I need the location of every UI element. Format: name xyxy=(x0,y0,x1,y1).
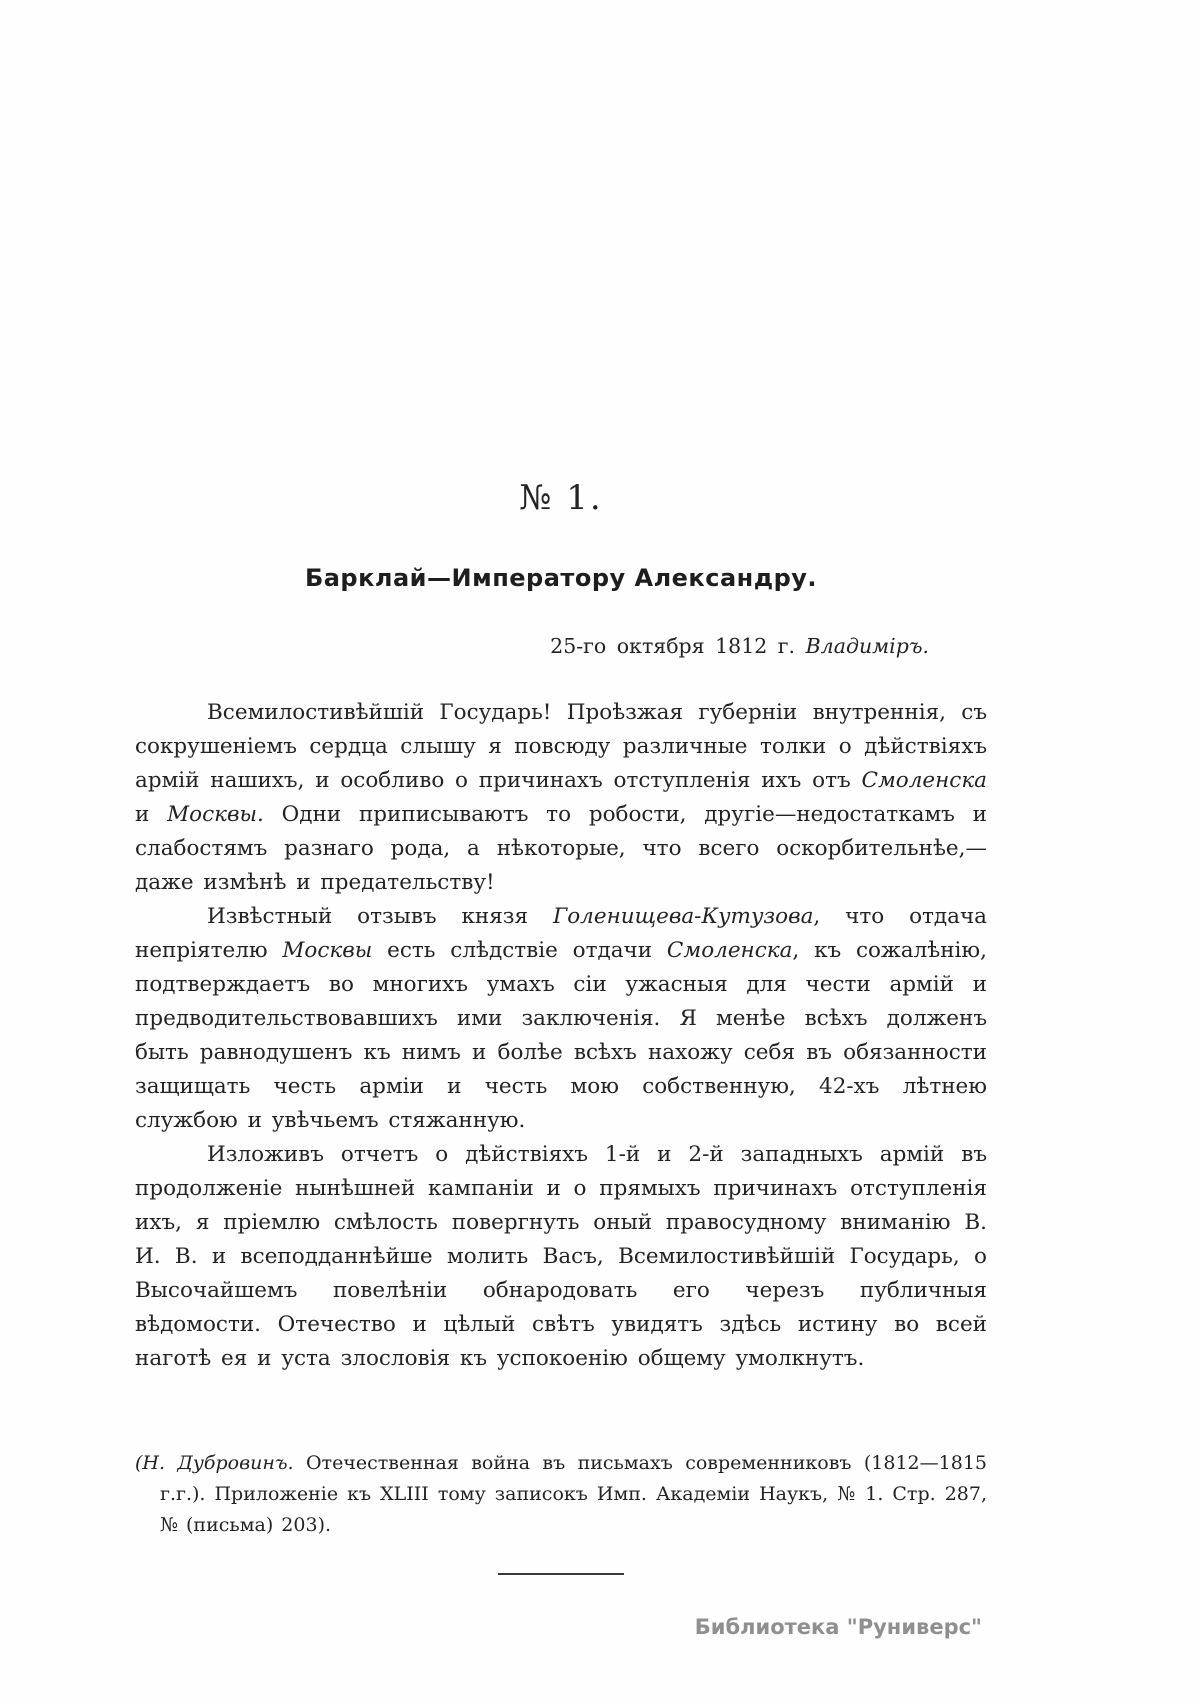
source-citation xyxy=(135,1448,987,1541)
paragraph-text: Изложивъ отчетъ о дѣйствіяхъ 1-й и 2-й западныхъ армій въ продолженіе нынѣшней кампаніи и о прямыхъ причинахъ отступленія ихъ, я пріемлю смѣлость повергнуть оный правосудному вниманію В. И. В. и всеподданнѣйше молить Васъ, Всемилостивѣйшій Государь, о Высочайшемъ повелѣніи обнародовать его черезъ публичныя вѣдомости. Отечество и цѣлый свѣтъ увидятъ здѣсь истину во всей наготѣ ея и уста злословія къ успокоенію общему умолкнутъ. xyxy=(135,1142,987,1371)
paragraph-text: , что отдача непріятелю xyxy=(135,904,988,963)
divider-rule xyxy=(498,1573,624,1575)
paragraph-text: есть слѣдствіе отдачи xyxy=(372,938,667,963)
place-name-moscow: Москвы xyxy=(282,938,373,963)
person-name-kutuzov: Голенищева-Кутузова xyxy=(553,904,814,929)
place-name-smolensk: Смоленска xyxy=(666,938,793,963)
dateline-place: Владиміръ. xyxy=(805,634,929,658)
place-name-smolensk: Смоленска xyxy=(861,768,987,793)
citation-author: (Н. Дубровинъ. xyxy=(135,1452,294,1474)
paragraph-2 xyxy=(135,900,987,1138)
paragraph-3 xyxy=(135,1138,987,1376)
paragraph-text: Извѣстный отзывъ князя xyxy=(207,904,553,929)
place-name-moscow: Москвы. xyxy=(167,802,264,827)
citation-text: Отечественная война въ письмахъ современниковъ (1812—1815 г.г.). Приложеніе къ XLIII тому записокъ Имп. Академіи Наукъ, № 1. Стр. 287, № (письма) 203). xyxy=(160,1452,987,1536)
paragraph-1 xyxy=(135,696,987,900)
page-content xyxy=(135,478,987,1575)
paragraph-text: и xyxy=(135,802,168,827)
letter-title: Барклай—Императору Александру. xyxy=(304,564,818,592)
paragraph-text: , къ сожалѣнію, подтверждаетъ во многихъ умахъ сіи ужасныя для чести армій и предводительствовавшихъ ими заключенія. Я менѣе всѣхъ долженъ быть равнодушенъ къ нимъ и болѣе всѣхъ нахожу себя въ обязанности защищать честь арміи и честь мою собственную, 42-хъ лѣтнею службою и увѣчьемъ стяжанную. xyxy=(135,938,987,1133)
library-watermark: Библиотека "Руниверс" xyxy=(694,1615,982,1639)
document-number: № 1. xyxy=(519,478,603,518)
paragraph-text: Всемилостивѣйшій Государь! Проѣзжая губерніи внутреннія, съ сокрушеніемъ сердца слышу я повсюду различные толки о дѣйствіяхъ армій нашихъ, и особливо о причинахъ отступленія ихъ отъ xyxy=(135,700,987,793)
paragraph-text: Одни приписываютъ то робости, другіе—недостаткамъ и слабостямъ разнаго рода, а нѣкоторые, что всего оскорбительнѣе,—даже измѣнѣ и предательству! xyxy=(135,802,987,895)
dateline xyxy=(135,634,987,658)
dateline-date: 25-го октября 1812 г. xyxy=(550,634,796,658)
